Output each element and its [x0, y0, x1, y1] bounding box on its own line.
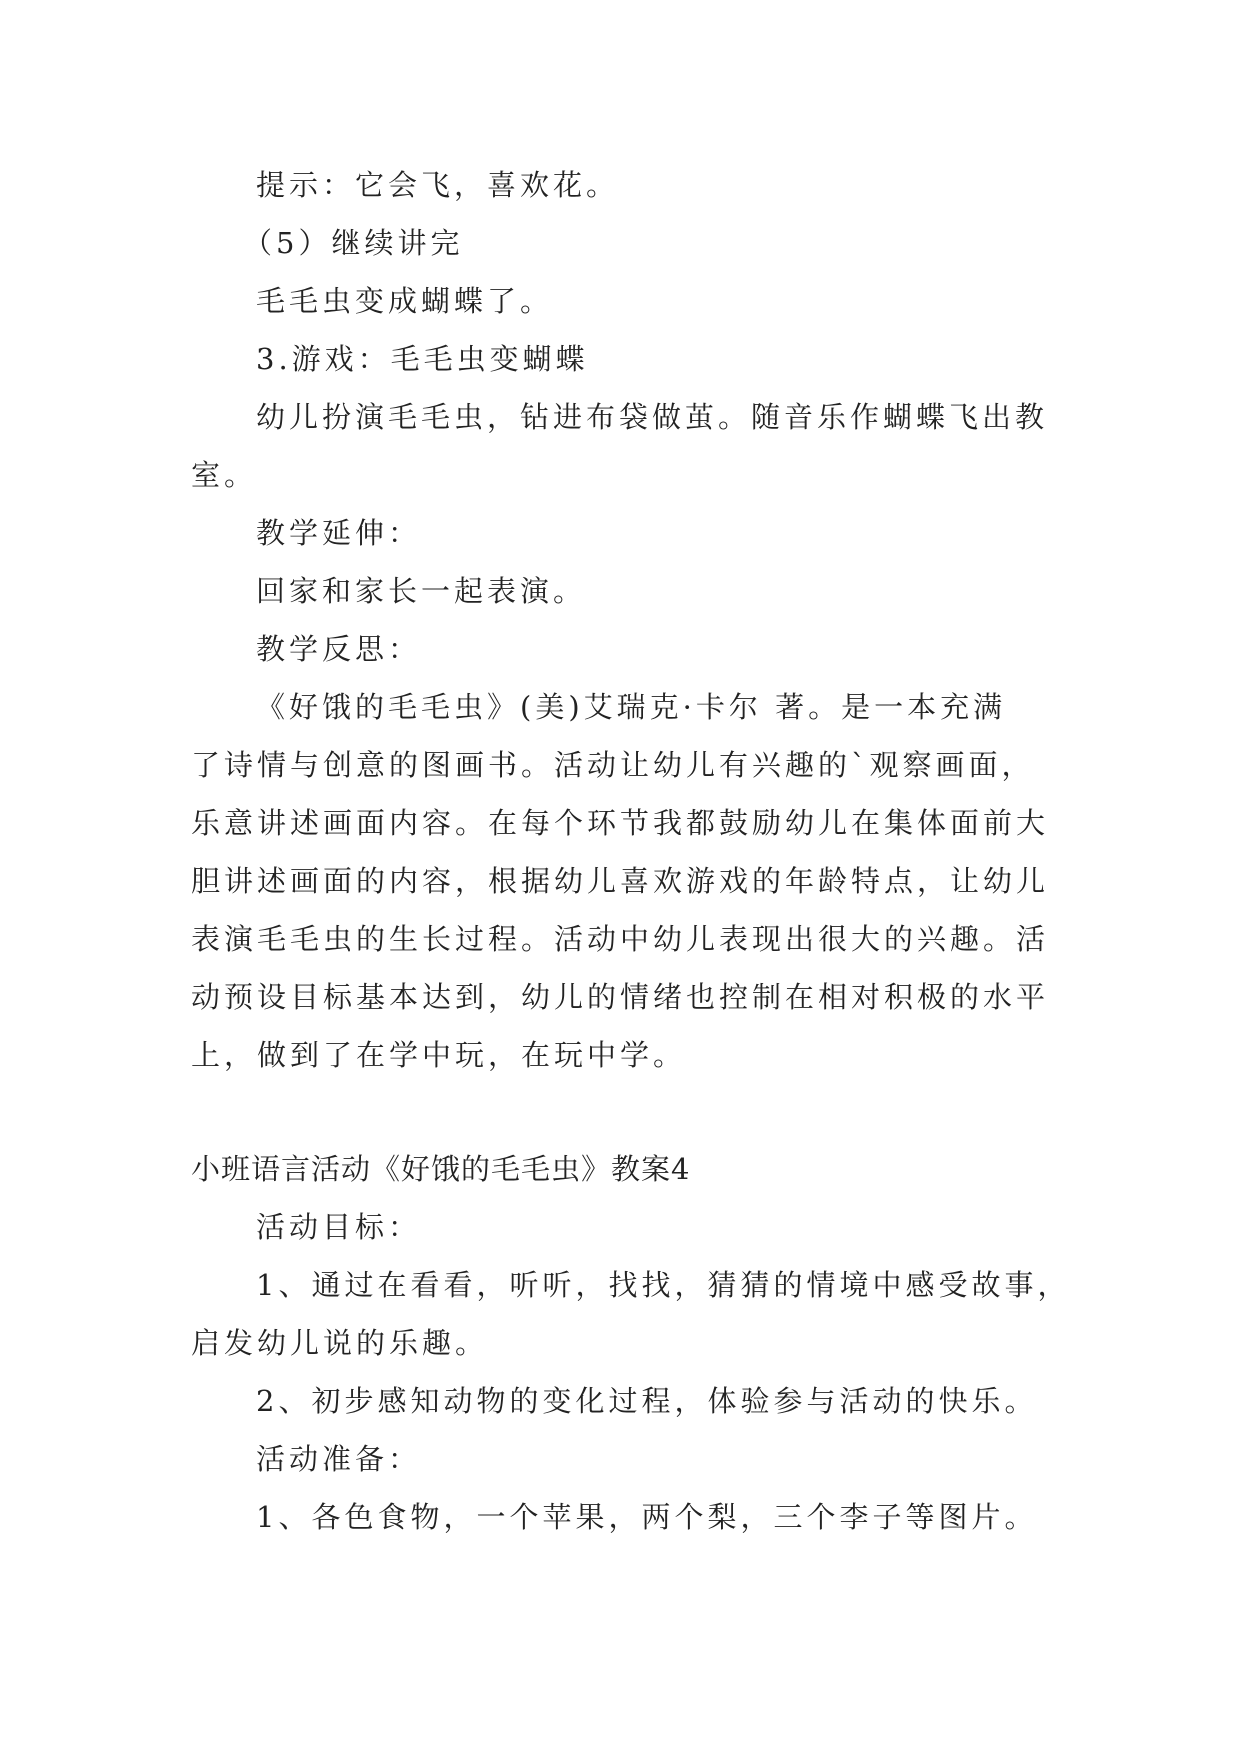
goals-heading: 活动目标：	[256, 1210, 422, 1244]
hint-line: 提示：它会飞，喜欢花。	[256, 168, 620, 202]
reflection-heading: 教学反思：	[256, 632, 422, 666]
reflection-line-7: 上，做到了在学中玩，在玩中学。	[191, 1038, 687, 1072]
step-5-line: （5）继续讲完	[243, 226, 464, 260]
goal-1-line-1: 1、通过在看看，听听，找找，猜猜的情境中感受故事，	[256, 1268, 1071, 1302]
extension-text: 回家和家长一起表演。	[256, 574, 587, 608]
extension-heading: 教学延伸：	[256, 516, 422, 550]
goal-1-line-2: 启发幼儿说的乐趣。	[191, 1326, 489, 1360]
reflection-line-5: 表演毛毛虫的生长过程。活动中幼儿表现出很大的兴趣。活	[191, 922, 1050, 956]
reflection-line-4: 胆讲述画面的内容，根据幼儿喜欢游戏的年龄特点，让幼儿	[191, 864, 1050, 898]
reflection-line-2: 了诗情与创意的图画书。活动让幼儿有兴趣的`观察画面，	[191, 748, 1035, 782]
story-end-line: 毛毛虫变成蝴蝶了。	[256, 284, 554, 318]
reflection-line-1: 《好饿的毛毛虫》(美)艾瑞克·卡尔 著。是一本充满	[256, 690, 1007, 724]
goal-2-line: 2、初步感知动物的变化过程，体验参与活动的快乐。	[256, 1384, 1038, 1418]
reflection-line-6: 动预设目标基本达到，幼儿的情绪也控制在相对积极的水平	[191, 980, 1050, 1014]
game-text-line-1: 幼儿扮演毛毛虫，钻进布袋做茧。随音乐作蝴蝶飞出教	[256, 400, 1049, 434]
reflection-line-3: 乐意讲述画面内容。在每个环节我都鼓励幼儿在集体面前大	[191, 806, 1050, 840]
preparation-heading: 活动准备：	[256, 1442, 422, 1476]
game-text-line-2: 室。	[191, 458, 258, 492]
game-heading: 3.游戏：毛毛虫变蝴蝶	[256, 342, 589, 376]
preparation-item-1: 1、各色食物，一个苹果，两个梨，三个李子等图片。	[256, 1500, 1038, 1534]
lesson-plan-title: 小班语言活动《好饿的毛毛虫》教案4	[191, 1152, 691, 1186]
